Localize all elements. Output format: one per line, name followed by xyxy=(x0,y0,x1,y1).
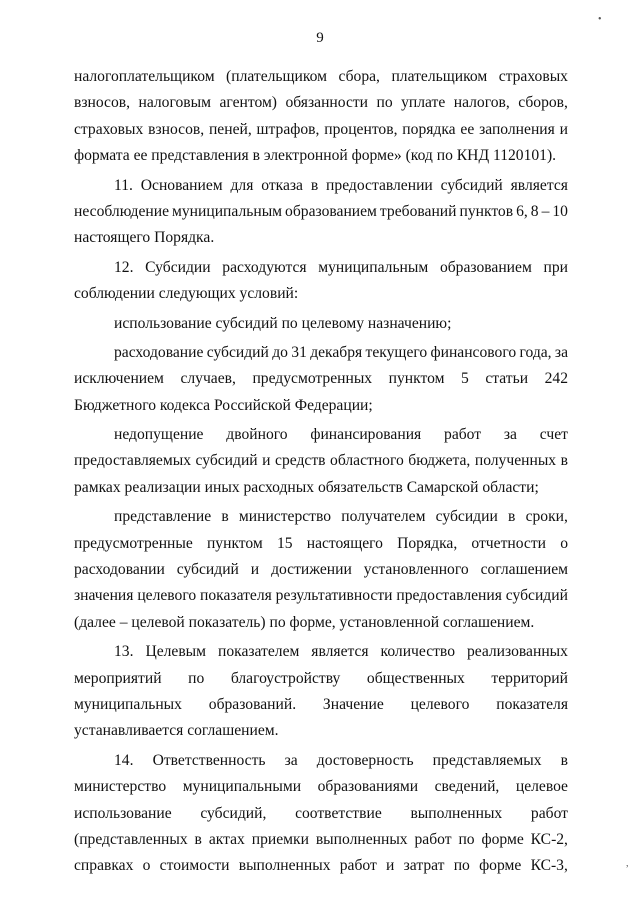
text-line-last: соблюдении следующих условий: xyxy=(74,285,299,303)
text-line: несоблюдение муниципальным образованием требований пунктов 6, 8 – 10 xyxy=(74,202,568,220)
text-line: предоставляемых субсидий и средств областного бюджета, полученных в xyxy=(74,452,568,470)
text-line: расходование субсидий до 31 декабря текущего финансового года, за xyxy=(114,343,568,361)
scan-speck: , xyxy=(626,858,629,869)
text-line: 12. Субсидии расходуются муниципальным образованием при xyxy=(114,258,568,276)
text-line: 13. Целевым показателем является количество реализованных xyxy=(114,643,568,661)
text-line: налогоплательщиком (плательщиком сбора, плательщиком страховых xyxy=(74,68,568,85)
text-line: 14. Ответственность за достоверность представляемых в xyxy=(114,751,568,769)
paragraph xyxy=(74,64,568,170)
text-line: страховых взносов, пеней, штрафов, процентов, порядка ее заполнения и xyxy=(74,120,568,138)
paragraph-14 xyxy=(74,748,568,880)
text-line: недопущение двойного финансирования работ за счет xyxy=(114,426,568,444)
text-line-last: настоящего Порядка. xyxy=(74,229,215,247)
text-line: министерство муниципальными образованиями сведений, целевое xyxy=(74,778,568,796)
paragraph-11 xyxy=(74,173,568,252)
paragraph-12 xyxy=(74,255,568,308)
text-line: мероприятий по благоустройству общественных территорий xyxy=(74,669,568,687)
text-line: расходовании субсидий и достижении установленного соглашением xyxy=(74,561,568,579)
paragraph-condition-2 xyxy=(74,340,568,419)
text-line-last: (далее – целевой показатель) по форме, установленной соглашением. xyxy=(74,613,535,631)
text-line-last: использование субсидий по целевому назначению; xyxy=(114,314,452,332)
text-line-last: формата ее представления в электронной форме» (код по КНД 1120101). xyxy=(74,147,557,165)
paragraph-condition-3 xyxy=(74,422,568,501)
text-line: использование субсидий, соответствие выполненных работ xyxy=(74,804,568,822)
paragraph-condition-4 xyxy=(74,504,568,636)
document-body xyxy=(74,64,568,880)
text-line: взносов, налоговым агентом) обязанности по уплате налогов, сборов, xyxy=(74,94,568,112)
text-line: представление в министерство получателем субсидии в сроки, xyxy=(114,508,568,526)
text-line: исключением случаев, предусмотренных пунктом 5 статьи 242 xyxy=(74,370,568,388)
text-line: значения целевого показателя результативности предоставления субсидий xyxy=(74,587,568,605)
paragraph-13 xyxy=(74,639,568,745)
text-line: 11. Основанием для отказа в предоставлении субсидий является xyxy=(114,176,568,194)
text-line-last: устанавливается соглашением. xyxy=(74,722,279,740)
text-line-last: рамках реализации иных расходных обязательств Самарской области; xyxy=(74,478,539,496)
text-line-last: Бюджетного кодекса Российской Федерации; xyxy=(74,396,373,414)
text-line: справках о стоимости выполненных работ и затрат по форме КС-3, xyxy=(74,857,568,875)
text-line: (представленных в актах приемки выполненных работ по форме КС-2, xyxy=(74,830,568,848)
text-line: предусмотренные пунктом 15 настоящего Порядка, отчетности о xyxy=(74,534,568,552)
paragraph-condition-1 xyxy=(74,311,568,337)
page-number: 9 xyxy=(316,30,324,46)
scan-speck: • xyxy=(598,14,602,25)
text-line: муниципальных образований. Значение целевого показателя xyxy=(74,695,568,713)
